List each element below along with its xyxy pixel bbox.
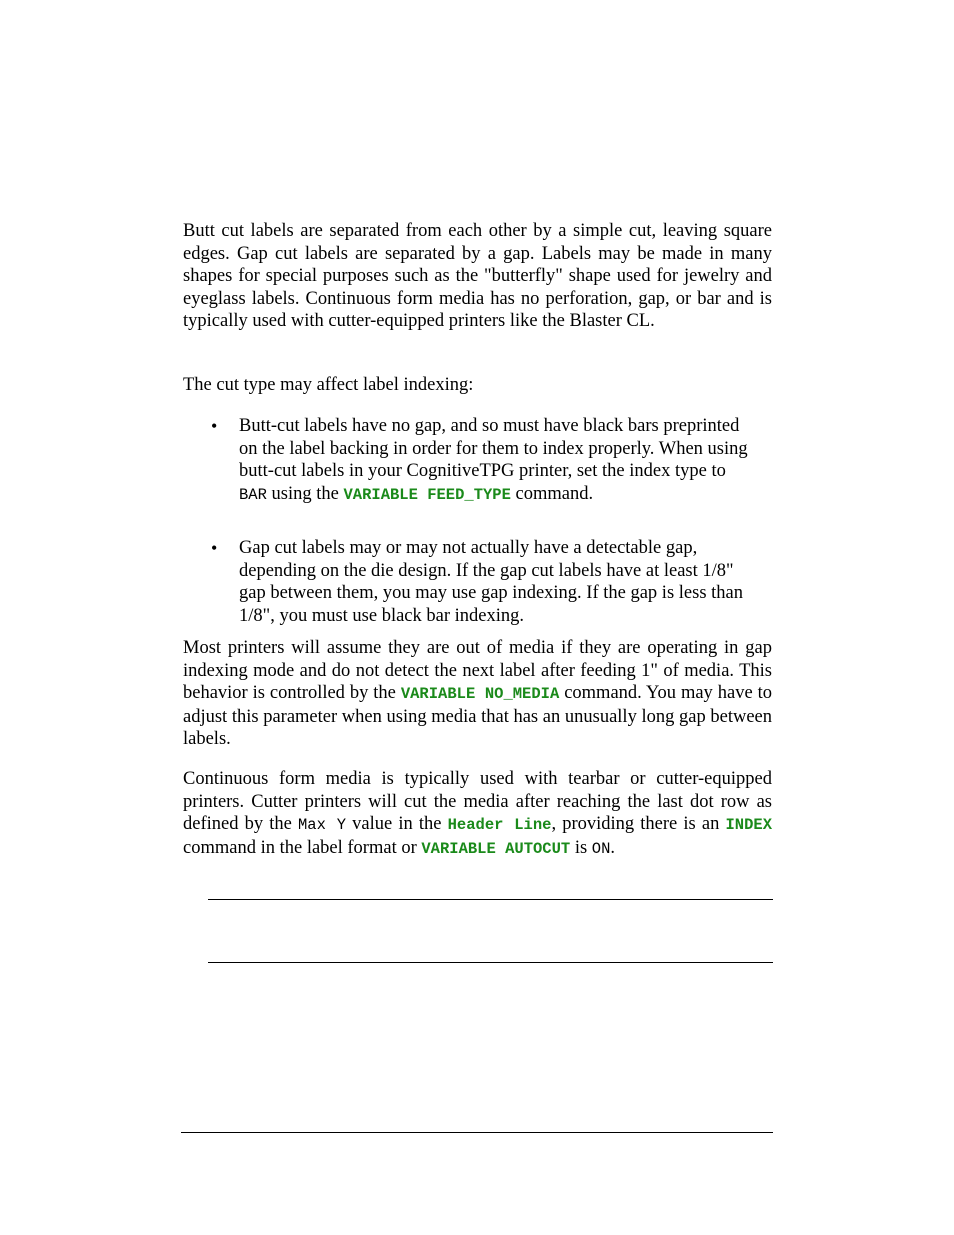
link-variable-autocut[interactable]: VARIABLE AUTOCUT xyxy=(421,839,571,858)
text: Gap cut labels may or may not actually have a detectable gap, depending on the die design. If the gap cut labels have at least 1/8" gap between them, you may use gap indexing. If the gap is less than 1/8", you must use black bar indexing. xyxy=(239,538,743,626)
link-variable-no-media[interactable]: VARIABLE NO_MEDIA xyxy=(400,685,560,703)
text: command in the label format or xyxy=(183,837,422,858)
list-item-gap-cut xyxy=(211,537,749,627)
text: is xyxy=(570,837,592,858)
bullet-icon: • xyxy=(211,538,218,558)
text: Continuous form media is typically used with tearbar or cutter-equipped printers. Cutter printers will cut the media after reaching the last dot row as defined by the xyxy=(183,769,772,834)
text: Most printers will assume they are out of media if they are operating in gap indexing mode and do not detect the next label after feeding 1" of media. This behavior is controlled by the xyxy=(183,638,772,703)
list-item-butt-cut xyxy=(211,415,749,506)
code-on: ON xyxy=(591,839,611,858)
text: command. You may have to adjust this parameter when using media that has an unusually long gap between labels. xyxy=(183,683,772,749)
bullet-icon: • xyxy=(211,416,218,436)
text: command. xyxy=(510,483,594,504)
note-bottom-divider xyxy=(208,962,773,963)
link-header-line[interactable]: Header Line xyxy=(447,816,552,834)
paragraph-out-of-media xyxy=(183,637,772,751)
text: . xyxy=(610,837,616,858)
note-top-divider xyxy=(208,899,773,900)
code-max-y: Max Y xyxy=(297,816,347,834)
link-index[interactable]: INDEX xyxy=(725,816,772,834)
text: value in the xyxy=(346,814,448,834)
code-bar: BAR xyxy=(239,485,267,504)
paragraph-cut-type-intro: The cut type may affect label indexing: xyxy=(183,375,474,395)
paragraph-cut-types: Butt cut labels are separated from each other by a simple cut, leaving square edges. Gap cut labels are separated by a gap. Labels may be made in many shapes for special purposes such as the "butterfly" shape used for jewelry and eyeglass labels. Continuous form media has no perforation, gap, or bar and is typically used with cutter-equipped printers like the Blaster CL. xyxy=(183,221,772,331)
text: , providing there is an xyxy=(551,814,726,834)
text: using the xyxy=(266,483,344,504)
text: Butt-cut labels have no gap, and so must have black bars preprinted on the label backing in order for them to index properly. When using butt-cut labels in your CognitiveTPG printer, set the index type to xyxy=(239,416,748,481)
link-variable-feed-type[interactable]: VARIABLE FEED_TYPE xyxy=(343,485,511,504)
paragraph-continuous-form xyxy=(183,768,772,860)
footer-divider xyxy=(181,1132,773,1133)
